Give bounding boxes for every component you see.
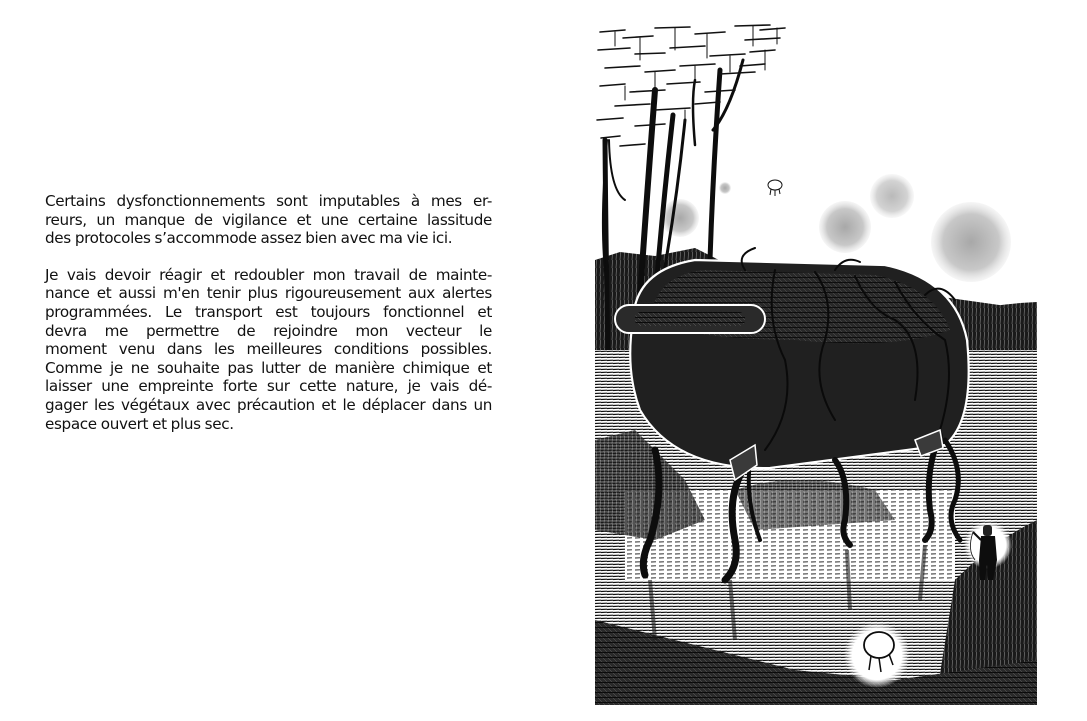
line: nance et aussi m'en tenir plus rigoureusement aux alertes: [45, 284, 492, 303]
line: des protocoles s’accommode assez bien avec ma vie ici.: [45, 229, 453, 248]
paragraph-1: [45, 192, 492, 248]
ink-illustration: [595, 20, 1037, 705]
line: programmées. Le transport est toujours fonctionnel et: [45, 302, 492, 321]
line: Certains dysfonctionnements sont imputables à mes er-: [45, 192, 492, 210]
line: espace ouvert et plus sec.: [45, 414, 234, 433]
capsule-vehicle: [615, 248, 969, 468]
line: gager les végétaux avec précaution et le déplacer dans un: [45, 395, 492, 414]
line: moment venu dans les meilleures conditions possibles.: [45, 340, 492, 359]
line: Comme je ne souhaite pas lutter de manière chimique et: [45, 358, 492, 377]
narrative-text: [45, 192, 492, 451]
glowing-creature: [844, 622, 910, 688]
line: laisser une empreinte forte sur cette nature, je vais dé-: [45, 377, 492, 396]
paragraph-2: [45, 266, 492, 433]
line: devra me permettre de rejoindre mon vecteur le: [45, 321, 492, 340]
line: reurs, un manque de vigilance et une certaine lassitude: [45, 210, 492, 229]
line: Je vais devoir réagir et redoubler mon travail de mainte-: [45, 265, 492, 284]
